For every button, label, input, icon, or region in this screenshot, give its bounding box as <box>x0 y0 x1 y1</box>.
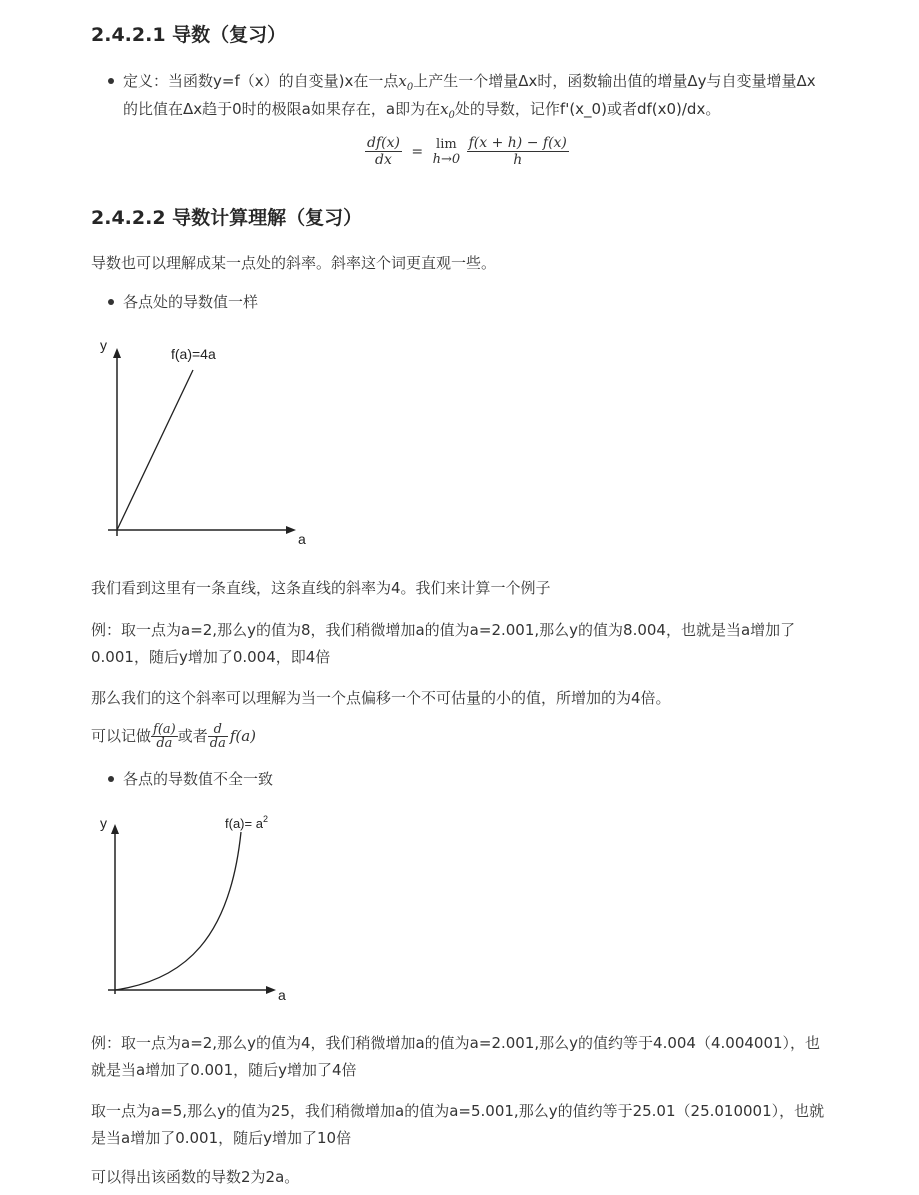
x0-symbol: $x_0$ <box>440 100 455 121</box>
function-line <box>117 370 193 530</box>
section-heading-derivative-computation: 2.4.2.2 导数计算理解（复习） <box>91 207 363 229</box>
rhs-fraction: $\frac{f(x + h) - f(x)}{h}$ <box>468 135 567 168</box>
x-axis-label: a <box>278 987 286 1003</box>
intro-paragraph: 导数也可以理解成某一点处的斜率。斜率这个词更直观一些。 <box>91 254 497 272</box>
conclusion-paragraph: 可以得出该函数的导数2为2a。 <box>91 1168 300 1186</box>
example-quadratic-a2-line-2: 就是当a增加了0.001，随后y增加了4倍 <box>91 1061 357 1079</box>
function-label: f(a)=4a <box>171 346 216 362</box>
section-heading-derivative-review: 2.4.2.1 导数（复习） <box>91 24 287 46</box>
paragraph-slope-explanation: 那么我们的这个斜率可以理解为当一个点偏移一个不可估量的小的值，所增加的为4倍。 <box>91 689 671 707</box>
bullet-marker <box>108 299 114 305</box>
example-quadratic-a5-line-1: 取一点为a=5,那么y的值为25，我们稍微增加a的值为a=5.001,那么y的值约等于25.01（25.010001），也就 <box>91 1102 825 1120</box>
graph-quadratic-function <box>90 808 310 1008</box>
bullet-same-derivative: 各点处的导数值一样 <box>123 293 259 311</box>
x-axis-arrow <box>266 986 276 994</box>
example-linear-line-2: 0.001，随后y增加了0.004，即4倍 <box>91 648 331 666</box>
definition-text: 处的导数，记作f'(x_0)或者df(x0)/dx。 <box>454 100 721 118</box>
paragraph-slope-4: 我们看到这里有一条直线，这条直线的斜率为4。我们来计算一个例子 <box>91 579 551 597</box>
definition-line-2 <box>123 95 720 130</box>
y-axis-arrow <box>113 348 121 358</box>
y-axis-label: y <box>100 815 107 831</box>
x-axis-arrow <box>286 526 296 534</box>
definition-text: 定义：当函数y=f（x）的自变量)x在一点 <box>123 72 399 90</box>
notation-paragraph: 可以记做 $\frac{f(a)}{da}$ 或者 $\frac{d}{da}$ f(a) <box>91 722 257 751</box>
example-quadratic-a2-line-1: 例：取一点为a=2,那么y的值为4，我们稍微增加a的值为a=2.001,那么y的值约等于4.004（4.004001），也 <box>91 1034 821 1052</box>
y-axis-arrow <box>111 824 119 834</box>
limit-operator: lim h→0 <box>432 136 461 167</box>
bullet-marker <box>108 78 114 84</box>
example-linear-line-1: 例：取一点为a=2,那么y的值为8，我们稍微增加a的值为a=2.001,那么y的值为8.004，也就是当a增加了 <box>91 621 796 639</box>
bullet-marker <box>108 776 114 782</box>
fraction-fa-da: $\frac{f(a)}{da}$ <box>153 722 176 751</box>
x0-symbol: $x_0$ <box>398 72 414 93</box>
example-quadratic-a5-line-2: 是当a增加了0.001，随后y增加了10倍 <box>91 1129 352 1147</box>
definition-text: 的比值在Δx趋于0时的极限a如果存在，a即为在 <box>123 100 441 118</box>
fraction-d-da: $\frac{d}{da}$ <box>209 722 226 751</box>
derivative-limit-formula: $\frac{df(x)}{dx}$ = lim h→0 $\frac{f(x + h) - f(x)}{h}$ <box>367 135 567 168</box>
definition-text: 上产生一个增量Δx时，函数输出值的增量Δy与自变量增量Δx <box>413 72 816 90</box>
y-axis-label: y <box>100 337 107 353</box>
lhs-fraction: $\frac{df(x)}{dx}$ <box>367 135 400 168</box>
function-curve <box>115 832 241 990</box>
function-label: $f(a)= a^2$ <box>225 814 268 831</box>
bullet-varying-derivative: 各点的导数值不全一致 <box>123 770 274 788</box>
graph-linear-function <box>90 332 320 552</box>
x-axis-label: a <box>298 531 306 547</box>
